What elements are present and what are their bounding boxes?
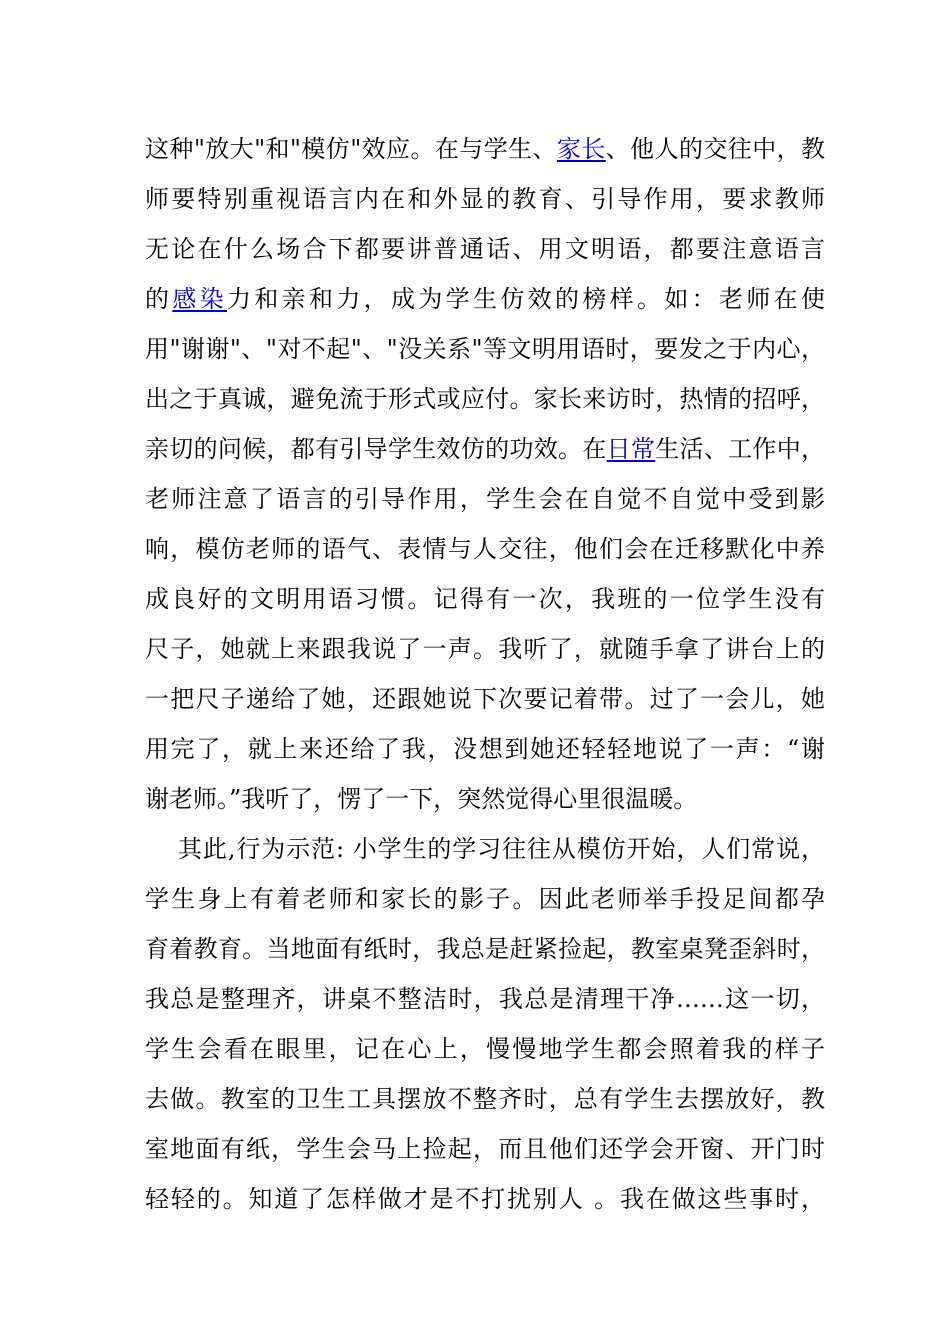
text-line: 谢老师。”我听了，愣了一下，突然觉得心里很温暖。 (145, 785, 698, 813)
text-line: 轻轻的。知道了怎样做才是不打扰别人 。我在做这些事时， (145, 1185, 825, 1213)
text-line: 其此,行为示范: 小学生的学习往往从模仿开始，人们常说， (178, 835, 825, 863)
text-span: 这种"放大"和"模仿"效应。在与学生、 (145, 135, 557, 163)
text-line: 无论在什么场合下都要讲普通话、用文明语，都要注意语言 (145, 235, 825, 263)
text-span: 亲切的问候，都有引导学生效仿的功效。在 (145, 435, 607, 463)
text-span: 力和亲和力，成为学生仿效的榜样。如：老师在使 (227, 285, 826, 313)
text-line: 用完了，就上来还给了我，没想到她还轻轻地说了一声：“谢 (145, 735, 825, 763)
link-richang[interactable]: 日常 (606, 435, 656, 463)
text-line: 老师注意了语言的引导作用，学生会在自觉不自觉中受到影 (145, 485, 825, 513)
text-line: 室地面有纸，学生会马上捡起，而且他们还学会开窗、开门时 (145, 1135, 825, 1163)
text-span: 、他人的交往中，教 (605, 135, 826, 163)
text-line: 我总是整理齐，讲桌不整洁时，我总是清理干净……这一切， (145, 985, 825, 1013)
text-line (145, 133, 825, 165)
link-jiazhang[interactable]: 家长 (556, 135, 606, 163)
text-line: 用"谢谢"、"对不起"、"没关系"等文明用语时，要发之于内心， (145, 335, 825, 363)
text-line: 响，模仿老师的语气、表情与人交往，他们会在迁移默化中养 (145, 535, 825, 563)
text-span: 的 (145, 285, 173, 313)
text-span: 生活、工作中， (655, 435, 826, 463)
text-line: 尺子，她就上来跟我说了一声。我听了，就随手拿了讲台上的 (145, 635, 825, 663)
text-line: 去做。教室的卫生工具摆放不整齐时，总有学生去摆放好，教 (145, 1085, 825, 1113)
text-line: 成良好的文明用语习惯。记得有一次，我班的一位学生没有 (145, 585, 825, 613)
text-line (145, 433, 825, 465)
text-line: 学生会看在眼里，记在心上，慢慢地学生都会照着我的样子 (145, 1035, 825, 1063)
text-line: 学生身上有着老师和家长的影子。因此老师举手投足间都孕 (145, 885, 825, 913)
text-line (145, 283, 825, 315)
text-line: 一把尺子递给了她，还跟她说下次要记着带。过了一会儿，她 (145, 685, 825, 713)
text-line: 育着教育。当地面有纸时，我总是赶紧捡起，教室桌凳歪斜时， (145, 935, 825, 963)
text-line: 师要特别重视语言内在和外显的教育、引导作用，要求教师 (145, 185, 825, 213)
link-ganran[interactable]: 感染 (172, 285, 228, 313)
text-line: 出之于真诚，避免流于形式或应付。家长来访时，热情的招呼， (145, 385, 825, 413)
